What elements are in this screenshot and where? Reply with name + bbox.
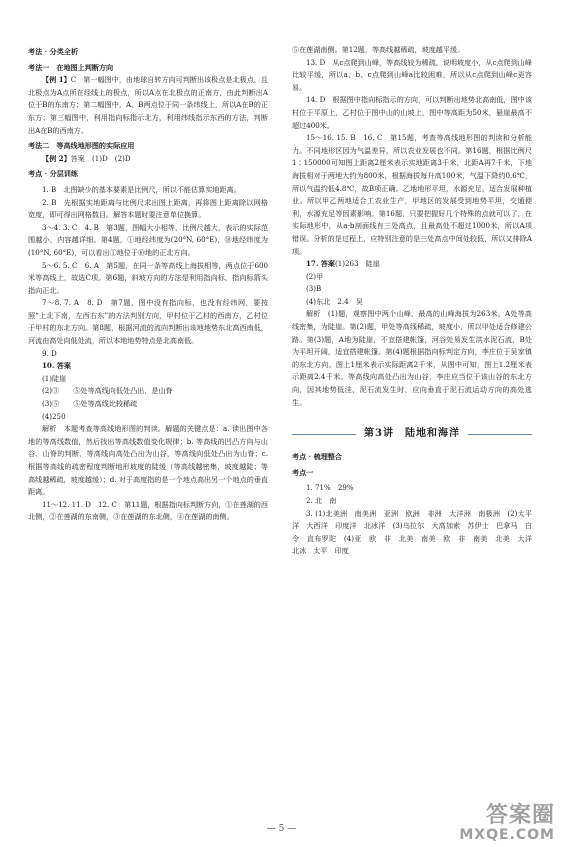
answer-10-part-1: (1)陡崖 — [42, 373, 67, 383]
answer-17-part-1: (1)263 陡崖 — [335, 259, 380, 269]
answer-9: 9. D — [42, 348, 57, 358]
answer-15-16: 15～16. 15. B 16. C 第15题，考查等高线地形图的判读和分析能力。不同地形区因为气温差异，所以农业发展也不同。第16题，根据比例尺1∶150000可知图上距离2厘米表示实地距离3千米，北距A再7千米，下地海拔相对于两地大约为800米，根据海拔每升高100米，气温下降约0.6℃，所以气温约低4.8℃，故B项正确。乙地地形平坦，水源充足，适合发展种植业。所以甲乙两地适合工农业生产，甲地区的发展受到地势平坦，交通便利，水源充足等因素影响。第16题，只要把握好几个特殊的点就可以了，在实际地形中，从a-b剖面线有三处高点，且最高处不超过1000米，所以A项错误。分析的是过程上，应特别注意的是三处高点中间处较低，所以又排除A项。 — [292, 133, 532, 256]
point-heading-1: 考点一 — [292, 467, 314, 477]
answer-1: 1. B 北图缺少的基本要素是比例尺，所以不能估算实地距离。 — [42, 184, 241, 194]
left-column — [28, 44, 268, 524]
answer-10-label — [28, 360, 268, 373]
example-2-label: 【例 2】 — [42, 153, 71, 163]
answer-17-part-2: (2)甲 — [306, 271, 324, 281]
answer-17-part-3: (3)B — [306, 284, 322, 294]
summary-answer-1: 1. 71% 29% — [306, 483, 354, 493]
answer-17-label — [292, 258, 532, 271]
answer-11-12-continued: ⑤在莲湖南侧。第12题，等高线越稀疏，坡度越平缓。 — [292, 45, 465, 54]
right-column — [292, 44, 540, 558]
example-1-label: 【例 1】 — [42, 75, 71, 85]
example-1-text: C 第一幅图中，由地球自转方向可判断出该极点是北极点，且北极点为A点所在经线上的极点，所以A点在北极点的正南方，由此判断出A位于B的东南方；第二幅图中，A、B两点位于同一条纬线上，所以A在B的正东方；第三幅图中，利用指向标指示北方，利用纬线指示东西的方法，判断出A在B的西南方。 — [28, 75, 268, 135]
answer-17-part-4: (4)东北 2.4 吴 — [306, 296, 363, 306]
answer-17-label-text: 17. 答案 — [306, 259, 335, 269]
section-heading-summary: 考点 · 梳理整合 — [292, 452, 342, 462]
answer-13: 13. D 从c点爬到山峰，等高线较为稀疏，说明坡度小，从c点爬到山峰比较平缓，所以a、b、c点爬到山峰a比较困难，所以从c点爬到山峰c更容易。 — [292, 57, 532, 92]
answer-5-6: 5～6. 5. C 6. A 第5题，在同一条等高线上海拔相等，两点位于600米等高线上，故选C项。第6题，斜坡方向的方法是利用指向标，指向标箭头指向正北。 — [28, 260, 268, 295]
method-heading-1: 考法一 在地图上判断方向 — [28, 62, 114, 72]
answer-11-12: 11～12. 11. D 12. C 第11题，根据指向标判断方向，①在莲湖的西北侧，②在莲湖的东南侧，③在莲湖的东北侧，④在莲湖的南侧。 — [28, 499, 268, 522]
answer-2: 2. B 先根据实地距离与比例尺求出图上距离，再将图上距离除以网格宽度，即可得出网格数目。解答本题时要注意单位换算。 — [28, 197, 268, 220]
section-heading-analysis: 考法 · 分类全析 — [28, 47, 78, 56]
answer-10-part-4: (4)250 — [42, 411, 66, 421]
summary-answer-3: 3. (1)北美洲 南美洲 亚洲 欧洲 非洲 大洋洲 南极洲 (2)太平洋 大西洋 印度洋 北冰洋 (3)乌拉尔 大高加索 苏伊士 巴拿马 白令 直布罗陀 (4)亚 欧 非 北美 南美 欧 非 南美 北美 大洋 北冰 太平 印度 — [292, 508, 540, 556]
answer-10-label-text: 10. 答案 — [42, 361, 71, 371]
answer-10-part-3: (3)⑤ ⑤处等高线比较稀疏 — [42, 399, 138, 409]
chapter-title: 第3讲 陆地和海洋 — [356, 425, 468, 443]
section-heading-training: 考点 · 分层训练 — [28, 169, 78, 179]
answer-10-explanation: 解析 本题考查等高线地形图的判读。解题的关键点是：a. 读出图中各地的等高线数值，然后找出等高线数值变化规律；b. 等高线的凹凸方向与山谷、山脊的判断，等高线向高处凸出为山谷，等高线向低处凸出为山脊；c. 根据等高线的疏密程度判断地形坡度的陡缓（等高线越密集，坡度越陡；等高线越稀疏，坡度越缓）；d. 对于高度指的是一个地点高出另一个地点的垂直距离。 — [28, 424, 268, 497]
answer-7-8: 7～8. 7. A 8. D 第7题，图中没有指向标，也没有经纬网，要按照“上北下南，左西右东”的方法判别方向，甲村位于乙村的西南方，乙村位于甲村的东北方向。第8题，根据河流的流向判断出该地地势东北高西南低，河流由高处向低处流，所以本地地势特点是北高南低。 — [28, 298, 268, 346]
page-number: — 5 — — [266, 824, 297, 834]
example-2 — [28, 153, 268, 166]
answer-14: 14. D 根据图中指向标指示的方向，可以判断出地势北高南低，图中该村位于平原上，乙村位于图中山的山坡上，图中等高距为50米，悬崖最高不超过400米。 — [292, 95, 532, 130]
chapter-title-bar — [292, 425, 532, 443]
page-body — [28, 44, 538, 824]
watermark-url: MXQE.COM — [459, 827, 555, 843]
example-1 — [28, 74, 268, 137]
answer-10-part-2: (2)③ ⑤处等高线向低处凸出，是山脊 — [42, 386, 173, 396]
answer-3-4: 3～4. 3. C 4. B 第3题，图幅大小相等，比例尺越大，表示的实际范围越小，内容越详细。第4题，①地经纬度为(20°N, 60°E)，⑩地经纬度为(10°N, 60°E)，可以看出①地位于⑩地的正北方向。 — [28, 222, 268, 257]
summary-answer-2: 2. 北 南 — [306, 496, 337, 505]
answer-17-explanation: 解析 (1)题，观察图中两个山峰，最高的山峰海拔为263米。A处等高线密集，为陡崖。第(2)题，甲处等高线稀疏，坡度小，所以甲处适合修建公路。第(3)题，A地为陡崖，不宜搭建帐篷，河谷处易发生洪水泥石流，B处为平坦开阔，适宜搭建帐篷。第(4)题根据指向标判定方向，李庄位于吴家镇的东北方向。图上1厘米表示实际距离2千米，从图中可知，图上1.2厘米表示距离2.4千米。等高线向高处凸出为山谷，李庄应当位于该山谷的东北方向，因其地势低洼，泥石流发生时，应向垂直于泥石流运动方向的高处逃生。 — [292, 309, 532, 407]
method-heading-2: 考法二 等高线地形图的实际应用 — [28, 141, 135, 151]
watermark-logo — [459, 804, 555, 843]
watermark-chinese: 答案圈 — [485, 803, 555, 828]
example-2-text: 答案 (1)D (2)D — [70, 153, 131, 163]
